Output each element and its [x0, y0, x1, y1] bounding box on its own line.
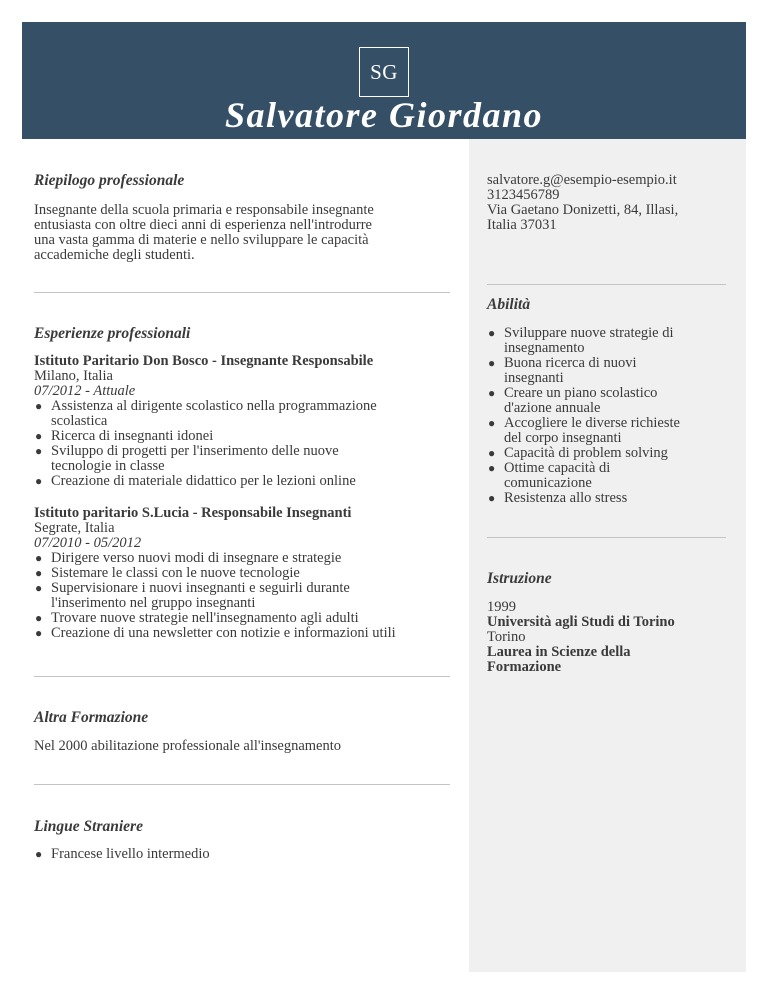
education-city: Torino	[487, 629, 526, 645]
contact-address-line2: Italia 37031	[487, 217, 557, 233]
bullet-icon: ●	[488, 491, 496, 505]
education-school: Università agli Studi di Torino	[487, 614, 675, 630]
main-divider-2	[34, 676, 450, 677]
job-bullet	[34, 444, 454, 474]
candidate-name: Salvatore Giordano	[224, 95, 544, 135]
job-dates: 07/2010 - 05/2012	[34, 535, 142, 551]
job-bullet-text: Ricerca di insegnanti idonei	[51, 428, 214, 444]
other-training-text: Nel 2000 abilitazione professionale all'insegnamento	[34, 738, 342, 754]
job-location: Milano, Italia	[34, 368, 113, 384]
skill-item	[487, 356, 737, 386]
other-training-title: Altra Formazione	[34, 709, 149, 726]
education-degree-line1: Laurea in Scienze della	[487, 644, 631, 660]
bullet-icon: ●	[35, 474, 43, 488]
sidebar-divider-1	[487, 284, 726, 285]
summary-line: entusiasta con oltre dieci anni di esperienza nell'introdurre	[34, 217, 372, 233]
bullet-icon: ●	[35, 444, 43, 458]
bullet-icon: ●	[35, 551, 43, 565]
bullet-icon: ●	[488, 461, 496, 475]
resume-page	[22, 22, 746, 972]
job-bullet-text: scolastica	[51, 413, 108, 429]
job-bullet-text: Sviluppo di progetti per l'inserimento delle nuove	[51, 443, 339, 459]
skill-item-text: Sviluppare nuove strategie di	[504, 325, 674, 341]
bullet-icon: ●	[488, 326, 496, 340]
main-divider-3	[34, 784, 450, 785]
education-block	[487, 600, 737, 675]
monogram-badge: SG	[359, 47, 409, 97]
education-year: 1999	[487, 599, 516, 615]
job-bullet-text: l'inserimento nel gruppo insegnanti	[51, 595, 256, 611]
job-bullets	[34, 551, 454, 641]
skill-item	[487, 416, 737, 446]
job-bullet	[34, 429, 454, 444]
skill-item-text: del corpo insegnanti	[504, 430, 622, 446]
bullet-icon: ●	[488, 446, 496, 460]
languages-title: Lingue Straniere	[34, 818, 143, 835]
skill-item-text: comunicazione	[504, 475, 592, 491]
sidebar-column	[469, 139, 746, 972]
experience-title: Esperienze professionali	[34, 325, 191, 342]
job-bullet-text: tecnologie in classe	[51, 458, 165, 474]
summary-line: accademiche degli studenti.	[34, 247, 195, 263]
job-bullet-text: Assistenza al dirigente scolastico nella programmazione	[51, 398, 377, 414]
bullet-icon: ●	[488, 416, 496, 430]
resume-header	[22, 22, 746, 139]
bullet-icon: ●	[35, 399, 43, 413]
job-bullet-text: Trovare nuove strategie nell'insegnamento agli adulti	[51, 610, 359, 626]
job-bullet	[34, 399, 454, 429]
job-location: Segrate, Italia	[34, 520, 115, 536]
bullet-icon: ●	[488, 356, 496, 370]
job-bullets	[34, 399, 454, 489]
job-dates: 07/2012 - Attuale	[34, 383, 136, 399]
job-bullet-text: Dirigere verso nuovi modi di insegnare e strategie	[51, 550, 342, 566]
skill-item-text: d'azione annuale	[504, 400, 601, 416]
bullet-icon: ●	[35, 429, 43, 443]
summary-title: Riepilogo professionale	[34, 172, 185, 189]
language-item-text: Francese livello intermedio	[51, 846, 210, 862]
skill-item	[487, 446, 737, 461]
job-title: Istituto paritario S.Lucia - Responsabile Insegnanti	[34, 505, 352, 521]
skill-item-text: Resistenza allo stress	[504, 490, 628, 506]
education-title: Istruzione	[487, 570, 552, 587]
job-bullet-text: Creazione di materiale didattico per le lezioni online	[51, 473, 356, 489]
education-degree-line2: Formazione	[487, 659, 562, 675]
job-bullet-text: Sistemare le classi con le nuove tecnologie	[51, 565, 300, 581]
skill-item	[487, 491, 737, 506]
contact-block	[487, 173, 737, 233]
skill-item-text: Creare un piano scolastico	[504, 385, 658, 401]
bullet-icon: ●	[35, 566, 43, 580]
contact-phone: 3123456789	[487, 187, 560, 203]
languages-list	[34, 847, 450, 862]
job-bullet	[34, 626, 454, 641]
summary-line: Insegnante della scuola primaria e responsabile insegnante	[34, 202, 374, 218]
job-bullet	[34, 566, 454, 581]
skill-item-text: insegnamento	[504, 340, 585, 356]
job-entry	[34, 506, 454, 641]
contact-email[interactable]: salvatore.g@esempio-esempio.it	[487, 172, 677, 188]
contact-address-line1: Via Gaetano Donizetti, 84, Illasi,	[487, 202, 679, 218]
job-bullet-text: Creazione di una newsletter con notizie e informazioni utili	[51, 625, 396, 641]
skill-item	[487, 461, 737, 491]
sidebar-divider-2	[487, 537, 726, 538]
skill-item-text: Accogliere le diverse richieste	[504, 415, 680, 431]
job-bullet	[34, 551, 454, 566]
bullet-icon: ●	[488, 386, 496, 400]
job-entry	[34, 354, 454, 489]
skill-item-text: Ottime capacità di	[504, 460, 611, 476]
job-title: Istituto Paritario Don Bosco - Insegnante Responsabile	[34, 353, 374, 369]
main-divider-1	[34, 292, 450, 293]
skill-item-text: Capacità di problem solving	[504, 445, 668, 461]
bullet-icon: ●	[35, 626, 43, 640]
language-item	[34, 847, 450, 862]
bullet-icon: ●	[35, 581, 43, 595]
skill-item	[487, 326, 737, 356]
summary-text	[34, 203, 450, 263]
job-bullet	[34, 474, 454, 489]
skill-item-text: insegnanti	[504, 370, 564, 386]
skills-list	[487, 326, 737, 506]
bullet-icon: ●	[35, 611, 43, 625]
job-bullet	[34, 581, 454, 611]
summary-line: una vasta gamma di materie e nello sviluppare le capacità	[34, 232, 369, 248]
job-bullet-text: Supervisionare i nuovi insegnanti e seguirli durante	[51, 580, 350, 596]
skill-item-text: Buona ricerca di nuovi	[504, 355, 637, 371]
bullet-icon: ●	[35, 847, 43, 861]
skills-title: Abilità	[487, 296, 531, 313]
job-bullet	[34, 611, 454, 626]
skill-item	[487, 386, 737, 416]
